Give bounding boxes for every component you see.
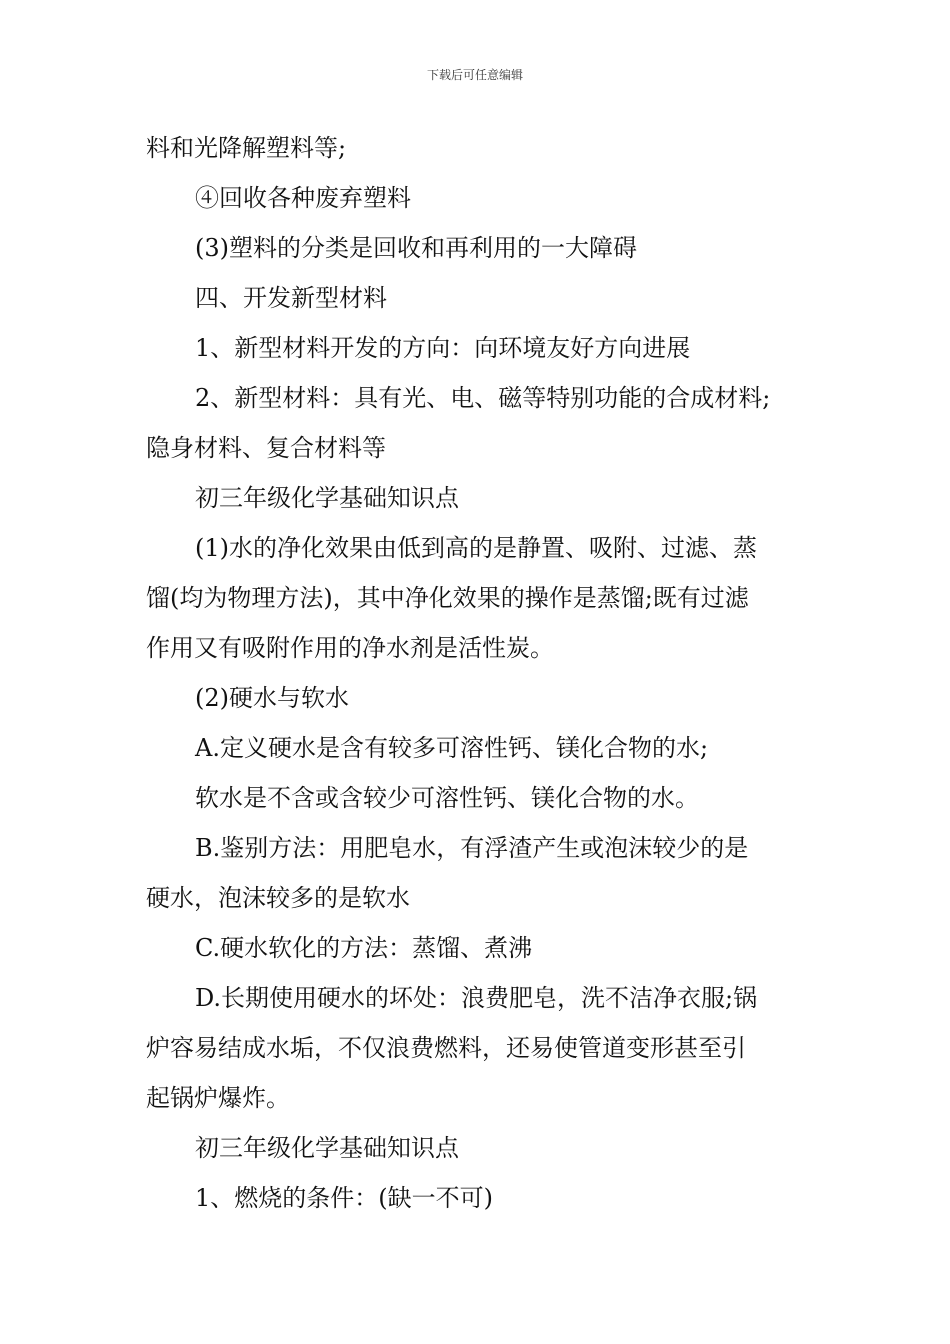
text-line: 作用又有吸附作用的净水剂是活性炭。 [146,634,554,662]
text-line: 料和光降解塑料等; [146,134,347,162]
text-line: 2、新型材料：具有光、电、磁等特别功能的合成材料; [195,384,771,412]
text-line: 起锅炉爆炸。 [146,1084,290,1112]
text-line: C.硬水软化的方法：蒸馏、煮沸 [195,934,533,962]
text-line: D.长期使用硬水的坏处：浪费肥皂，洗不洁净衣服;锅 [195,984,758,1012]
text-line: (1)水的净化效果由低到高的是静置、吸附、过滤、蒸 [195,534,757,562]
text-line: 炉容易结成水垢，不仅浪费燃料，还易使管道变形甚至引 [146,1034,746,1062]
text-line: 隐身材料、复合材料等 [146,434,386,462]
page-header: 下载后可任意编辑 [426,68,523,82]
text-line: (2)硬水与软水 [195,684,349,712]
text-line: 馏(均为物理方法)，其中净化效果的操作是蒸馏;既有过滤 [146,584,749,612]
text-line: A.定义硬水是含有较多可溶性钙、镁化合物的水; [195,734,709,762]
text-line: 1、新型材料开发的方向：向环境友好方向进展 [195,334,691,362]
section-heading: 初三年级化学基础知识点 [195,484,459,512]
section-heading: 四、开发新型材料 [195,284,387,312]
text-line: ④回收各种废弃塑料 [195,184,411,212]
text-line: 1、燃烧的条件：(缺一不可) [195,1184,493,1212]
text-line: 软水是不含或含较少可溶性钙、镁化合物的水。 [195,784,699,812]
section-heading: 初三年级化学基础知识点 [195,1134,459,1162]
text-line: B.鉴别方法：用肥皂水，有浮渣产生或泡沫较少的是 [195,834,749,862]
text-line: 硬水，泡沫较多的是软水 [146,884,410,912]
text-line: (3)塑料的分类是回收和再利用的一大障碍 [195,234,637,262]
